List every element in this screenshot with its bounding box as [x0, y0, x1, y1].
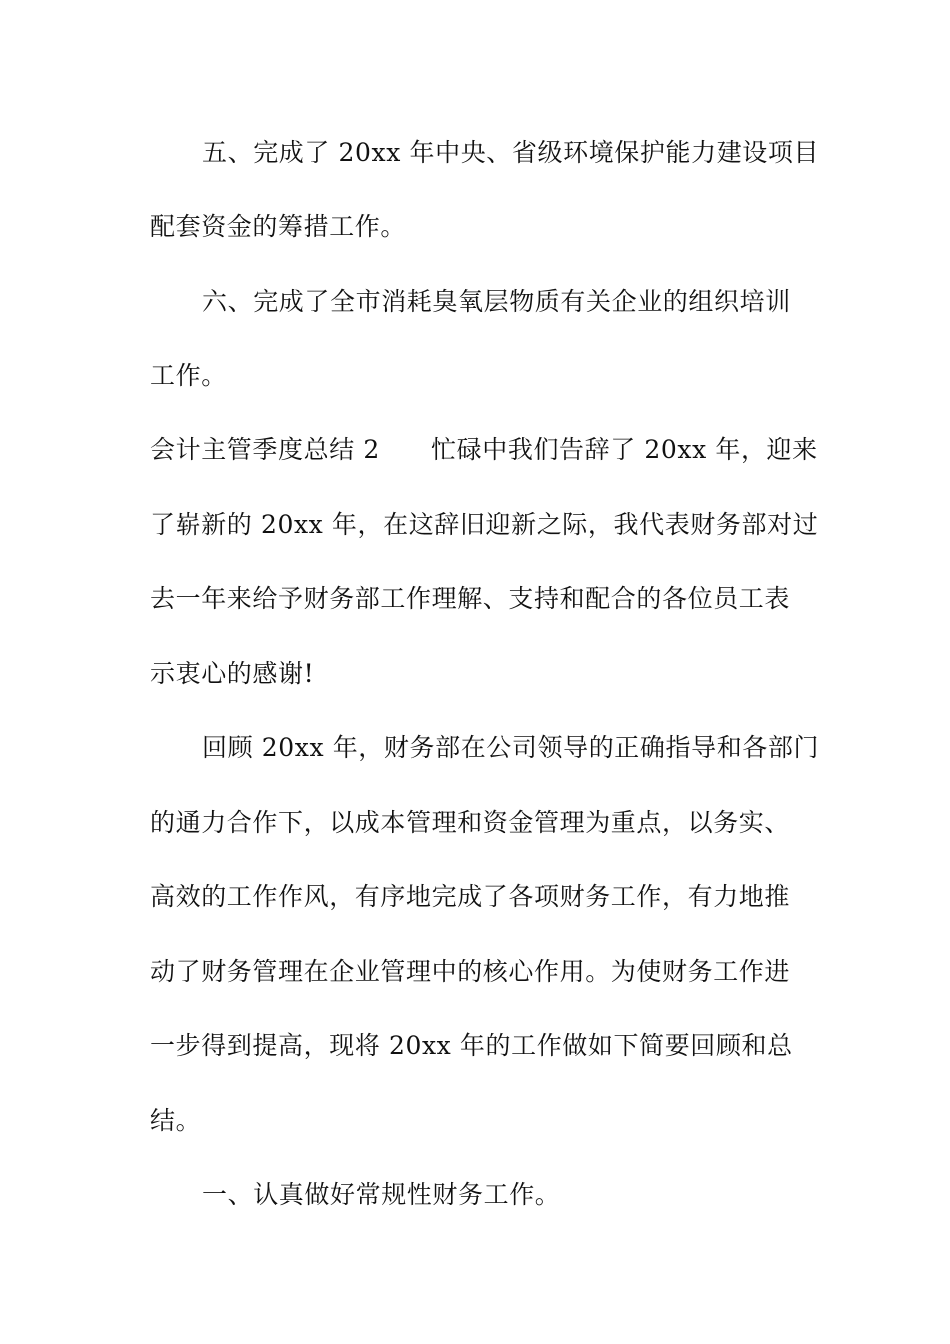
review-line-5: 一步得到提高，现将 20xx 年的工作做如下简要回顾和总: [150, 1031, 793, 1060]
intro-line-4: 示衷心的感谢!: [150, 659, 315, 688]
review-line-3: 高效的工作作风，有序地完成了各项财务工作，有力地推: [150, 882, 791, 911]
section-heading-line: 会计主管季度总结 2 忙碌中我们告辞了 20xx 年，迎来: [150, 435, 818, 464]
paragraph-5-line-1: 五、完成了 20xx 年中央、省级环境保护能力建设项目: [202, 138, 820, 167]
paragraph-6-line-1: 六、完成了全市消耗臭氧层物质有关企业的组织培训: [202, 287, 791, 316]
review-line-2: 的通力合作下，以成本管理和资金管理为重点，以务实、: [150, 808, 791, 837]
intro-line-3: 去一年来给予财务部工作理解、支持和配合的各位员工表: [150, 584, 791, 613]
review-line-1: 回顾 20xx 年，财务部在公司领导的正确指导和各部门: [202, 733, 820, 762]
paragraph-5-line-2: 配套资金的筹措工作。: [150, 212, 407, 241]
subsection-heading-1: 一、认真做好常规性财务工作。: [202, 1180, 561, 1209]
review-line-6: 结。: [150, 1106, 202, 1135]
paragraph-6-line-2: 工作。: [150, 361, 227, 390]
review-line-4: 动了财务管理在企业管理中的核心作用。为使财务工作进: [150, 957, 791, 986]
intro-line-2: 了崭新的 20xx 年，在这辞旧迎新之际，我代表财务部对过: [150, 510, 819, 539]
